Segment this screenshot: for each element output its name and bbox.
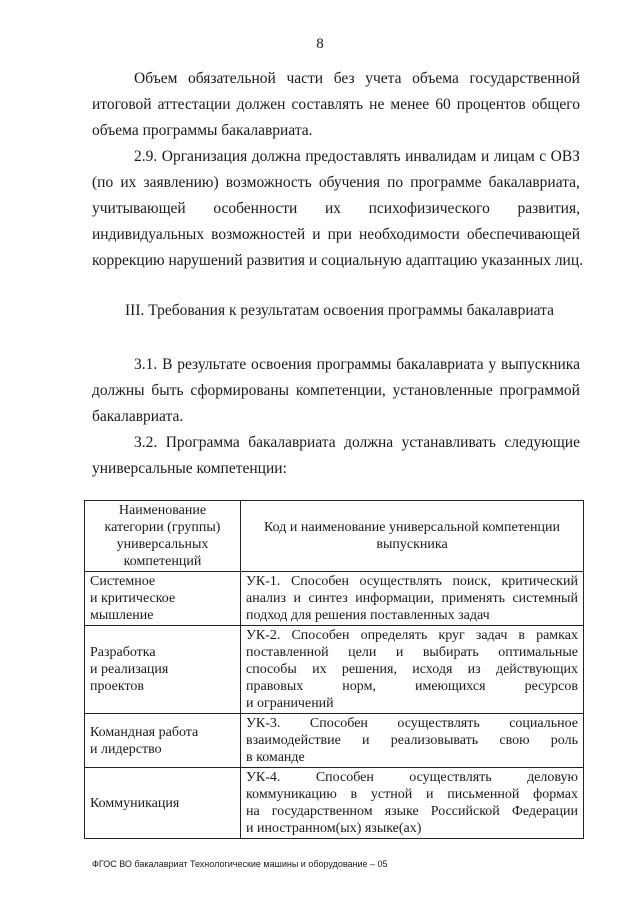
category-line: и критическое (90, 591, 176, 606)
category-line: Командная работа (90, 724, 199, 740)
table-row (85, 768, 584, 839)
competence-line: коммуникацию в устной и письменной формах (246, 787, 578, 802)
header-line: компетенций (123, 554, 202, 569)
footer-text: ФГОС ВО бакалавриат Технологические машины и оборудование – 05 (92, 859, 388, 869)
header-line: категории (группы) (104, 520, 221, 535)
category-cell (85, 714, 241, 768)
competence-cell (241, 572, 584, 626)
header-category (85, 501, 241, 572)
text-line: универсальные компетенции: (92, 460, 287, 477)
category-line: Разработка (90, 645, 156, 660)
text-line: итоговой аттестации должен составлять не менее 60 процентов общего (92, 96, 580, 113)
competence-line: анализ и синтез информации, применять системный (246, 591, 578, 606)
competence-cell (241, 714, 584, 768)
competence-line: УК-4. Способен осуществлять деловую (246, 770, 578, 785)
text-line: бакалавриата. (92, 408, 184, 425)
paragraph-3-1 (92, 352, 580, 430)
category-line: проектов (90, 679, 145, 694)
category-cell (85, 768, 241, 839)
header-line: универсальных (116, 537, 209, 552)
text-line: должны быть сформированы компетенции, установленные программой (92, 382, 580, 399)
section-heading: III. Требования к результатам освоения программы бакалавриата (125, 302, 554, 319)
header-line: Наименование (118, 503, 207, 518)
competencies-table (84, 500, 584, 839)
paragraph-3-2 (92, 430, 580, 482)
category-line: мышление (90, 608, 154, 623)
category-line: Коммуникация (90, 795, 180, 811)
competence-line: в команде (246, 750, 305, 765)
competence-line: на государственном языке Российской Федерации (246, 804, 578, 819)
competence-line: и ограничений (246, 696, 334, 711)
text-line: объема программы бакалавриата. (92, 122, 313, 139)
competence-line: УК-1. Способен осуществлять поиск, критический (246, 574, 578, 589)
text-line: 3.2. Программа бакалавриата должна устанавливать следующие (134, 434, 580, 451)
text-line: 3.1. В результате освоения программы бакалавриата у выпускника (134, 356, 580, 373)
text-line: учитывающей особенности их психофизического развития, (92, 200, 580, 217)
competence-cell (241, 768, 584, 839)
header-line: Код и наименование универсальной компетенции (264, 520, 560, 535)
paragraph-2-9 (92, 144, 584, 274)
paragraph-program-volume (92, 66, 580, 144)
text-line: (по их заявлению) возможность обучения по программе бакалавриата, (92, 174, 580, 191)
text-line: индивидуальных возможностей и при необходимости обеспечивающей (92, 226, 580, 243)
header-competence (241, 501, 584, 572)
category-line: и реализация (90, 662, 169, 677)
competence-line: УК-3. Способен осуществлять социальное (246, 716, 578, 731)
competence-line: правовых норм, имеющихся ресурсов (246, 679, 578, 694)
category-cell (85, 626, 241, 714)
competence-line: поставленной цели и выбирать оптимальные (246, 645, 578, 660)
competence-line: подход для решения поставленных задач (246, 608, 490, 623)
page-number: 8 (316, 36, 324, 52)
table-row (85, 572, 584, 626)
table-row (85, 714, 584, 768)
category-line: Системное (90, 574, 156, 589)
competence-cell (241, 626, 584, 714)
category-cell (85, 572, 241, 626)
table-row (85, 626, 584, 714)
header-line: выпускника (376, 537, 448, 552)
text-line: коррекцию нарушений развития и социальную адаптацию указанных лиц. (92, 252, 584, 269)
text-line: Объем обязательной части без учета объема государственной (134, 70, 580, 87)
competence-line: и иностранном(ых) языке(ах) (246, 821, 422, 836)
table-header-row (85, 501, 584, 572)
category-line: и лидерство (90, 741, 162, 757)
competence-line: способы их решения, исходя из действующих (246, 662, 578, 677)
text-line: 2.9. Организация должна предоставлять инвалидам и лицам с ОВЗ (134, 148, 580, 165)
competence-line: УК-2. Способен определять круг задач в рамках (246, 628, 578, 643)
competence-line: взаимодействие и реализовывать свою роль (246, 733, 578, 748)
